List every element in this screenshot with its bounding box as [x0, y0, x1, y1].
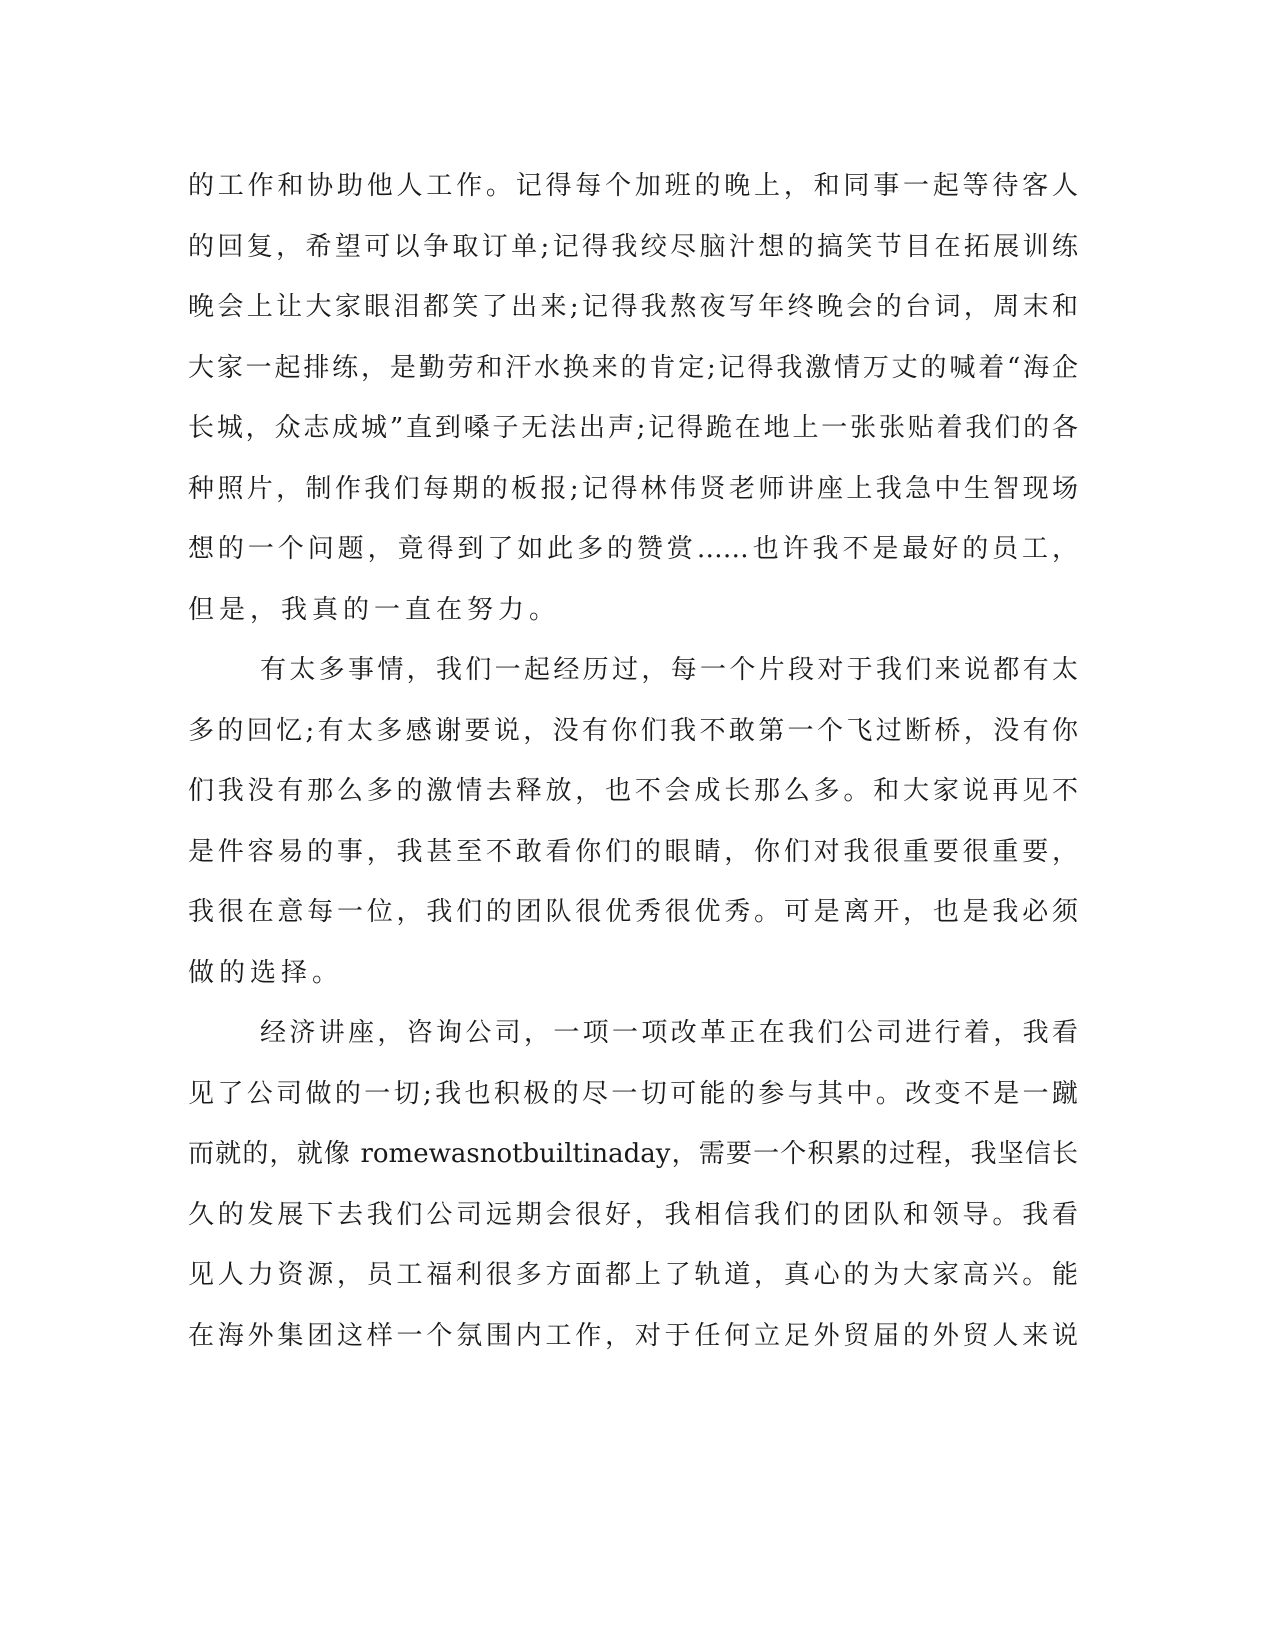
text-line: 见人力资源，员工福利很多方面都上了轨道，真心的为大家高兴。能 [188, 1260, 1078, 1290]
text-line: 想的一个问题，竟得到了如此多的赞赏……也许我不是最好的员工， [188, 534, 1078, 564]
text-line: 们我没有那么多的激情去释放，也不会成长那么多。和大家说再见不 [188, 776, 1078, 806]
document-body [188, 156, 1078, 1366]
text-line: 晚会上让大家眼泪都笑了出来;记得我熬夜写年终晚会的台词，周末和 [188, 292, 1078, 322]
paragraph-first-line: 有太多事情，我们一起经历过，每一个片段对于我们来说都有太 [260, 655, 1078, 685]
text-line: 见了公司做的一切;我也积极的尽一切可能的参与其中。改变不是一蹴 [188, 1078, 1078, 1109]
text-line: 大家一起排练，是勤劳和汗水换来的肯定;记得我激情万丈的喊着“海企 [188, 352, 1078, 383]
text-line: 久的发展下去我们公司远期会很好，我相信我们的团队和领导。我看 [188, 1199, 1078, 1230]
paragraph-first-line: 经济讲座，咨询公司，一项一项改革正在我们公司进行着，我看 [260, 1018, 1078, 1048]
text-line: 做的选择。 [188, 957, 344, 988]
text-line: 多的回忆;有太多感谢要说，没有你们我不敢第一个飞过断桥，没有你 [188, 715, 1078, 746]
text-line: 我很在意每一位，我们的团队很优秀很优秀。可是离开，也是我必须 [188, 897, 1078, 927]
text-line: 但是，我真的一直在努力。 [188, 594, 561, 625]
text-line: 的工作和协助他人工作。记得每个加班的晚上，和同事一起等待客人 [188, 171, 1078, 201]
text-line: 是件容易的事，我甚至不敢看你们的眼睛，你们对我很重要很重要， [188, 836, 1078, 867]
text-line: 在海外集团这样一个氛围内工作，对于任何立足外贸届的外贸人来说 [188, 1320, 1078, 1351]
text-line: 长城，众志成城”直到嗓子无法出声;记得跪在地上一张张贴着我们的各 [188, 413, 1078, 443]
text-line: 种照片，制作我们每期的板报;记得林伟贤老师讲座上我急中生智现场 [188, 473, 1078, 504]
text-line: 的回复，希望可以争取订单;记得我绞尽脑汁想的搞笑节目在拓展训练 [188, 231, 1078, 262]
text-line: 而就的，就像 romewasnotbuiltinaday，需要一个积累的过程，我坚信长 [188, 1139, 1078, 1169]
